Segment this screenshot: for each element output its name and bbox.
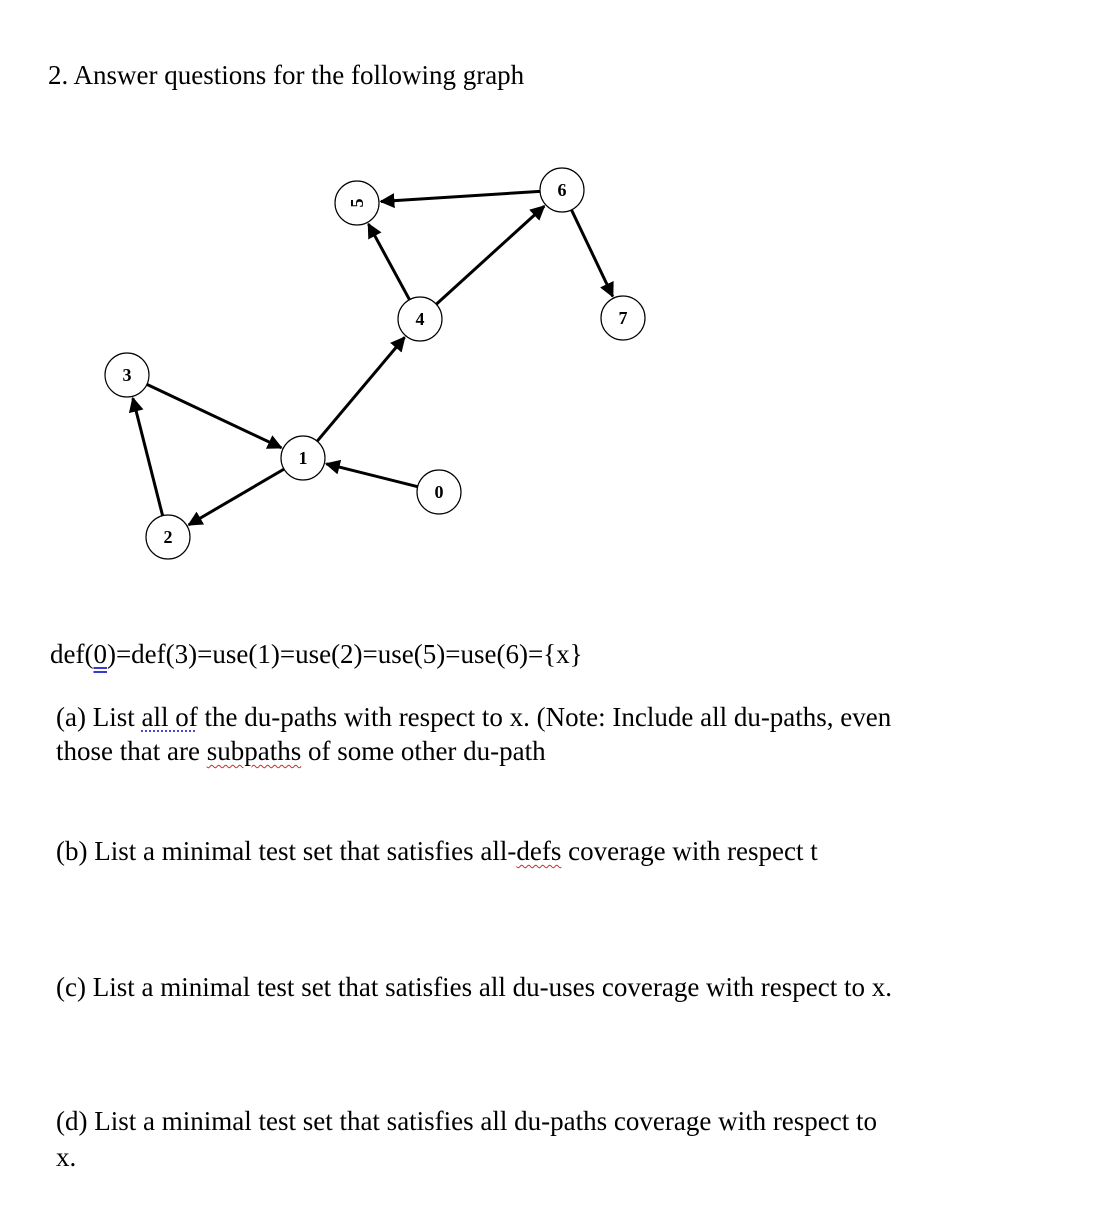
def-rest: )=def(3)=use(1)=use(2)=use(5)=use(6)={x} [106, 639, 583, 669]
node-label: 1 [298, 448, 308, 468]
node-1 [281, 436, 325, 480]
node-4 [398, 297, 442, 341]
def-prefix: def( [50, 639, 94, 669]
def-use-definition [50, 637, 583, 671]
question-d-line2: x. [56, 1142, 77, 1172]
spellcheck-wavy-defs: defs [516, 836, 562, 866]
node-2 [146, 515, 190, 559]
edge-0-to-1 [326, 464, 417, 487]
node-5 [335, 181, 379, 225]
spellcheck-wavy-subpaths: subpaths [206, 736, 302, 766]
node-label: 6 [557, 180, 567, 200]
node-label: 7 [618, 308, 628, 328]
edge-6-to-7 [571, 210, 612, 296]
edge-4-to-5 [368, 224, 409, 300]
node-label: 4 [415, 309, 425, 329]
question-d-line1: (d) List a minimal test set that satisfies all du-paths coverage with respect to [56, 1106, 878, 1136]
node-6 [540, 168, 584, 212]
edge-2-to-3 [133, 398, 163, 515]
question-c: (c) List a minimal test set that satisfies all du-uses coverage with respect to x. [56, 972, 893, 1002]
node-7 [601, 296, 645, 340]
edge-6-to-5 [381, 191, 540, 201]
node-label: 2 [163, 527, 173, 547]
node-label: 0 [434, 482, 444, 502]
question-b: (b) List a minimal test set that satisfies all-defs coverage with respect t [56, 836, 818, 866]
node-label: 3 [122, 365, 132, 385]
spellcheck-dotted-all-of: all of [141, 702, 198, 732]
edge-1-to-4 [317, 337, 404, 441]
question-a-line2: those that are subpaths of some other du-path [56, 736, 546, 766]
question-a-line1: (a) List all of the du-paths with respect to x. (Note: Include all du-paths, even [56, 702, 892, 732]
node-0 [417, 470, 461, 514]
def-zero: 0 [93, 639, 107, 669]
node-label: 5 [347, 198, 367, 208]
edge-1-to-2 [189, 469, 284, 525]
edge-4-to-6 [436, 206, 544, 304]
node-3 [105, 353, 149, 397]
control-flow-graph [0, 0, 1094, 600]
question-heading: 2. Answer questions for the following graph [48, 60, 525, 90]
edge-3-to-1 [147, 384, 281, 447]
